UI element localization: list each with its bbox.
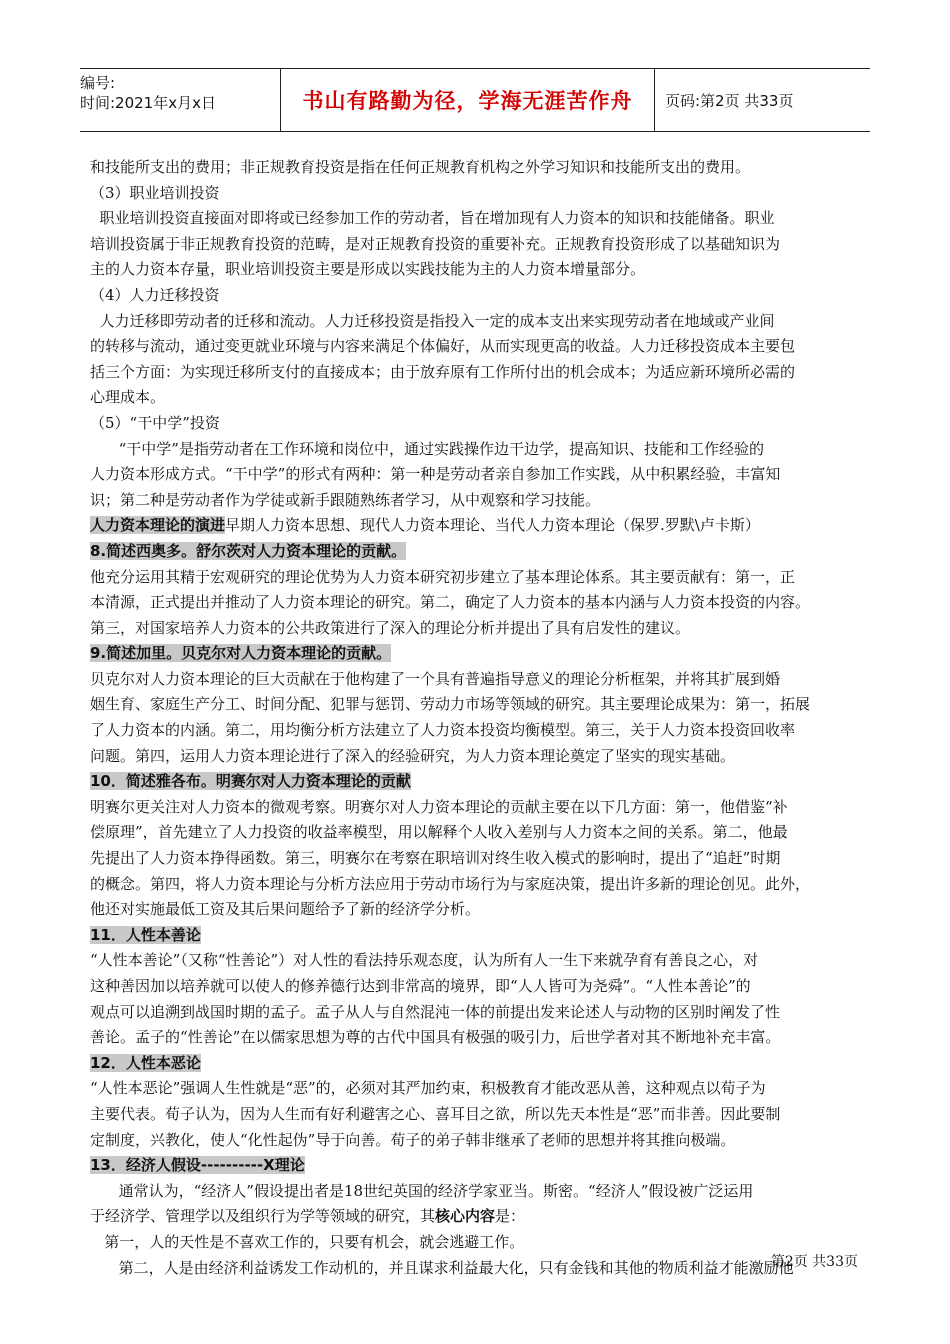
text-line [90,488,865,514]
heading-text: 11．人性本善论 [90,925,201,944]
text-line [90,206,865,232]
page-header [80,68,870,132]
section-heading [90,1051,865,1077]
text-line [90,846,865,872]
text-line [90,692,865,718]
heading-text: 8.简述西奥多。舒尔茨对人力资本理论的贡献。 [90,541,407,560]
line-text-tail: 是： [495,1207,526,1226]
line-text: 人力迁移即劳动者的迁移和流动。人力迁移投资是指投入一定的成本支出来实现劳动者在地域或产业间 [90,311,775,330]
text-line [90,1256,865,1282]
text-line [90,181,865,207]
line-text: 偿原理”，首先建立了人力投资的收益率模型，用以解释个人收入差别与人力资本之间的关系。第二，他最 [90,823,788,842]
text-line [90,411,865,437]
text-line [90,1025,865,1051]
text-line [90,1102,865,1128]
text-line [90,385,865,411]
line-text: 的转移与流动，通过变更就业环境与内容来满足个体偏好，从而实现更高的收益。人力迁移投资成本主要包 [90,337,796,356]
line-text: 本清源，正式提出并推动了人力资本理论的研究。第二，确定了人力资本的基本内涵与人力资本投资的内容。 [90,593,811,612]
text-line [90,232,865,258]
heading-text: 10．简述雅各布。明赛尔对人力资本理论的贡献 [90,772,411,791]
document-date-label: 时间:2021年x月x日 [80,94,216,112]
line-text: 这种善因加以培养就可以使人的修养德行达到非常高的境界，即“人人皆可为尧舜”。“人性本善论”的 [90,977,751,995]
line-text: 第二，人是由经济利益诱发工作动机的，并且谋求利益最大化，只有金钱和其他的物质利益才能激励他 [90,1258,794,1277]
text-line [90,948,865,974]
line-text: “干中学”是指劳动者在工作环境和岗位中，通过实践操作边干边学，提高知识、技能和工作经验的 [90,439,764,458]
line-text: 第三，对国家培养人力资本的公共政策进行了深入的理论分析并提出了具有启发性的建议。 [90,618,691,637]
line-text: 明赛尔更关注对人力资本的微观考察。明赛尔对人力资本理论的贡献主要在以下几方面：第一，他借鉴“补 [90,797,788,816]
text-line [90,590,865,616]
line-text: （3）职业培训投资 [90,183,220,202]
text-line [90,820,865,846]
document-body [90,155,865,1281]
line-text: “人性本善论”（又称“性善论”）对人性的看法持乐观态度，认为所有人一生下来就孕育有善良之心，对 [90,951,759,970]
line-text: 第一，人的天性是不喜欢工作的，只要有机会，就会逃避工作。 [90,1232,525,1251]
line-text: 定制度，兴教化，使人“化性起伪”导于向善。荀子的弟子韩非继承了老师的思想并将其推向极端。 [90,1130,736,1149]
text-line [90,1179,865,1205]
text-line [90,1128,865,1154]
text-line [90,513,865,539]
text-line [90,974,865,1000]
text-line [90,616,865,642]
line-text: 先提出了人力资本挣得函数。第三，明赛尔在考察在职培训对终生收入模式的影响时，提出了“追赶”时期 [90,849,781,868]
bold-term: 核心内容 [435,1207,496,1226]
section-heading [90,539,865,565]
line-text: 观点可以追溯到战国时期的孟子。孟子从人与自然混沌一体的前提出发来论述人与动物的区别时阐发了性 [90,1002,781,1021]
line-text: 问题。第四，运用人力资本理论进行了深入的经验研究，为人力资本理论奠定了坚实的现实基础。 [90,746,736,765]
text-line [90,872,865,898]
section-heading [90,769,865,795]
text-line [90,334,865,360]
text-line [90,155,865,181]
line-text: 了人力资本的内涵。第二，用均衡分析方法建立了人力资本投资均衡模型。第三，关于人力资本投资回收率 [90,721,796,740]
line-text: 括三个方面：为实现迁移所支付的直接成本；由于放弃原有工作所付出的机会成本；为适应新环境所必需的 [90,362,796,381]
line-text: 于经济学、管理学以及组织行为学等领域的研究，其 [90,1207,436,1226]
line-text: 和技能所支出的费用；非正规教育投资是指在任何正规教育机构之外学习知识和技能所支出的费用。 [90,158,751,176]
text-line [90,1000,865,1026]
line-text: （4）人力迁移投资 [90,285,220,304]
heading-text: 人力资本理论的演进 [90,516,226,535]
heading-text: 13．经济人假设----------X理论 [90,1156,305,1175]
line-text: 姻生育、家庭生产分工、时间分配、犯罪与惩罚、劳动力市场等领域的研究。其主要理论成果为：第一，拓展 [90,695,811,714]
section-heading [90,1153,865,1179]
text-line [90,257,865,283]
heading-text: 9.简述加里。贝克尔对人力资本理论的贡献。 [90,644,392,663]
text-line [90,565,865,591]
line-text: 贝克尔对人力资本理论的巨大贡献在于他构建了一个具有普遍指导意义的理论分析框架，并将其扩展到婚 [90,669,781,688]
text-line [90,667,865,693]
document-number-label: 编号: [80,74,116,92]
line-text: 培训投资属于非正规教育投资的范畴，是对正规教育投资的重要补充。正规教育投资形成了以基础知识为 [90,234,781,253]
section-heading [90,923,865,949]
line-text: “人性本恶论”强调人生性就是“恶”的，必须对其严加约束，积极教育才能改恶从善，这种观点以荀子为 [90,1079,766,1098]
heading-text: 12．人性本恶论 [90,1053,201,1072]
text-line [90,283,865,309]
line-text: 早期人力资本思想、现代人力资本理论、当代人力资本理论（保罗.罗默\卢卡斯） [225,516,760,535]
line-text: （5）“干中学”投资 [90,413,220,432]
line-text: 他充分运用其精于宏观研究的理论优势为人力资本研究初步建立了基本理论体系。其主要贡献有：第一，正 [90,567,796,586]
text-line [90,437,865,463]
page-footer: 第2页 共33页 [770,1254,858,1270]
text-line [90,744,865,770]
text-line [90,1230,865,1256]
line-text: 的概念。第四，将人力资本理论与分析方法应用于劳动市场行为与家庭决策，提出许多新的理论创见。此外， [90,874,811,893]
text-line [90,360,865,386]
text-line [90,309,865,335]
text-line [90,795,865,821]
section-heading [90,641,865,667]
text-line [90,718,865,744]
line-text: 他还对实施最低工资及其后果问题给予了新的经济学分析。 [90,900,481,919]
line-text: 职业培训投资直接面对即将或已经参加工作的劳动者，旨在增加现有人力资本的知识和技能储备。职业 [90,209,775,228]
text-line [90,1076,865,1102]
header-motto: 书山有路勤为径，学海无涯苦作舟 [280,69,655,131]
text-line [90,1204,865,1230]
header-meta [80,69,280,131]
line-text: 主要代表。荀子认为，因为人生而有好利避害之心、喜耳目之欲，所以先天本性是“恶”而非善。因此要制 [90,1104,781,1123]
line-text: 心理成本。 [90,388,166,407]
line-text: 通常认为，“经济人”假设提出者是18世纪英国的经济学家亚当。斯密。“经济人”假设被广泛运用 [90,1181,754,1200]
text-line [90,897,865,923]
line-text: 主的人力资本存量，职业培训投资主要是形成以实践技能为主的人力资本增量部分。 [90,260,646,279]
header-page-info: 页码:第2页 共33页 [665,91,794,110]
line-text: 善论。孟子的“性善论”在以儒家思想为尊的古代中国具有极强的吸引力，后世学者对其不断地补充丰富。 [90,1028,781,1047]
line-text: 识；第二种是劳动者作为学徒或新手跟随熟练者学习，从中观察和学习技能。 [90,490,601,509]
line-text: 人力资本形成方式。“干中学”的形式有两种：第一种是劳动者亲自参加工作实践，从中积累经验，丰富知 [90,465,781,484]
text-line [90,462,865,488]
